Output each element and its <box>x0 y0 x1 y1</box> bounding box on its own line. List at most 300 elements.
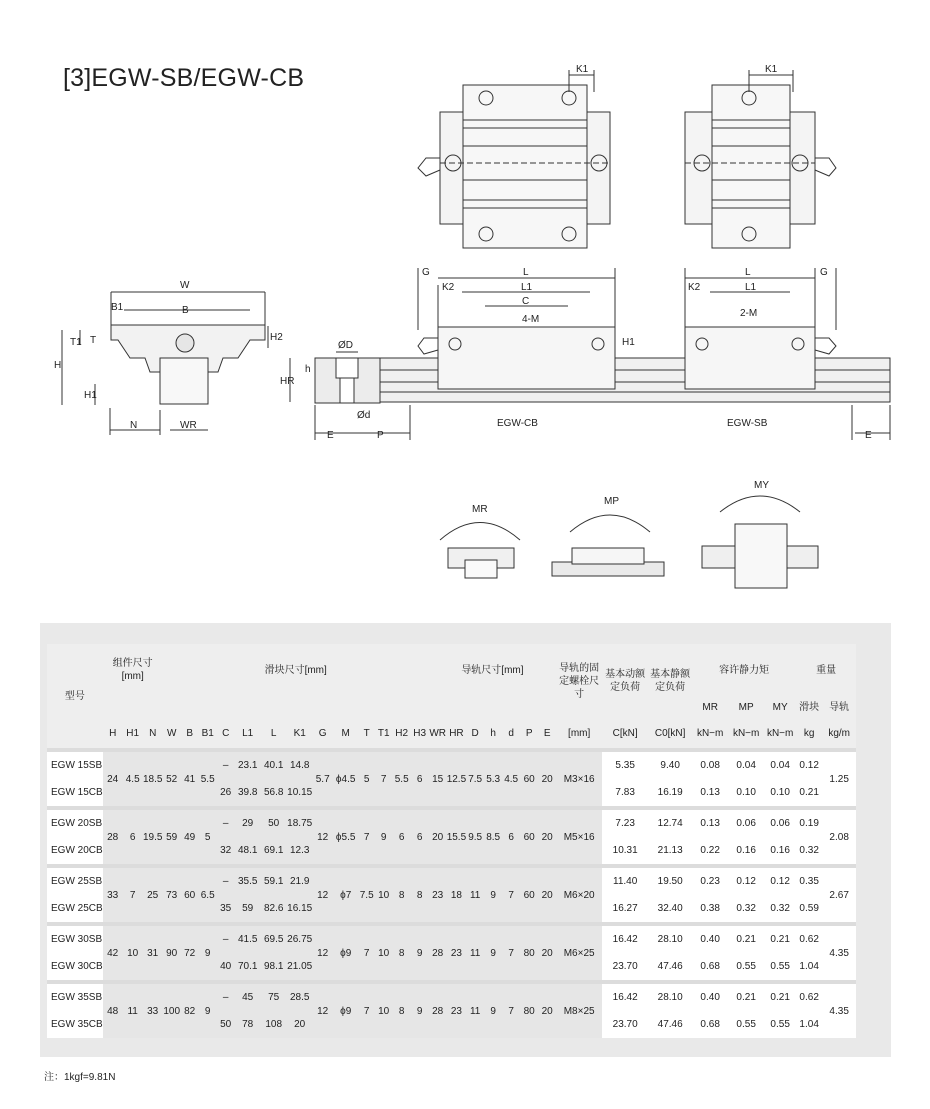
cell-my: 0.55 <box>764 953 796 980</box>
cell-block-weight: 0.62 <box>796 984 822 1011</box>
cell-static-load: 47.46 <box>648 953 692 980</box>
label-b1: B1 <box>111 302 124 313</box>
cell-w: 90 <box>163 926 181 980</box>
cell-my: 0.55 <box>764 1011 796 1038</box>
header-moment-mp: MP <box>728 696 764 718</box>
cell-my: 0.32 <box>764 895 796 922</box>
cell-wr: 20 <box>429 810 447 864</box>
cell-l: 56.8 <box>261 779 287 806</box>
table-row <box>47 868 856 895</box>
cell-my: 0.10 <box>764 779 796 806</box>
cell-l: 50 <box>261 810 287 837</box>
cell-bolt: M5×16 <box>556 810 602 864</box>
label-e-left: E <box>327 430 334 441</box>
page-title: [3]EGW-SB/EGW-CB <box>63 64 305 92</box>
cell-block-weight: 0.21 <box>796 779 822 806</box>
label-4m: 4-M <box>522 314 540 325</box>
cell-k1: 10.15 <box>287 779 313 806</box>
cell-h: 28 <box>103 810 123 864</box>
cell-wr: 28 <box>429 984 447 1038</box>
cell-mp: 0.21 <box>728 926 764 953</box>
cell-c: – <box>217 752 235 779</box>
cell-my: 0.16 <box>764 837 796 864</box>
cell-block-weight: 0.62 <box>796 926 822 953</box>
cell-e: 20 <box>538 984 556 1038</box>
cell-t: 7 <box>359 926 375 980</box>
cell-h: 9 <box>484 926 502 980</box>
cell-c: 35 <box>217 895 235 922</box>
cell-c: – <box>217 984 235 1011</box>
header-col-30: kg/m <box>822 718 856 748</box>
cell-b: 41 <box>181 752 199 806</box>
cell-dynamic-load: 7.83 <box>602 779 648 806</box>
cell-h: 33 <box>103 868 123 922</box>
cell-h2: 8 <box>393 926 411 980</box>
cell-g: 12 <box>313 926 333 980</box>
cell-dynamic-load: 11.40 <box>602 868 648 895</box>
header-col-16: WR <box>429 718 447 748</box>
cell-block-weight: 1.04 <box>796 1011 822 1038</box>
cell-b1: 5 <box>199 810 217 864</box>
table-row <box>47 752 856 779</box>
cell-d: 4.5 <box>502 752 520 806</box>
top-view-cb <box>418 70 610 248</box>
header-col-20: d <box>502 718 520 748</box>
header-moment-my: MY <box>764 696 796 718</box>
label-od: ØD <box>338 340 353 351</box>
cell-b1: 9 <box>199 984 217 1038</box>
cell-hr: 23 <box>447 984 466 1038</box>
cell-k1: 14.8 <box>287 752 313 779</box>
cell-b: 82 <box>181 984 199 1038</box>
cell-e: 20 <box>538 926 556 980</box>
header-weight: 重量 <box>796 644 856 696</box>
cell-m: ϕ7 <box>333 868 359 922</box>
cell-e: 20 <box>538 868 556 922</box>
label-k2-left: K2 <box>442 282 455 293</box>
cell-b: 72 <box>181 926 199 980</box>
label-wr: WR <box>180 420 197 431</box>
cell-l: 82.6 <box>261 895 287 922</box>
cell-static-load: 16.19 <box>648 779 692 806</box>
cell-h: 9 <box>484 868 502 922</box>
label-g-left: G <box>422 267 430 278</box>
cell-mp: 0.12 <box>728 868 764 895</box>
front-view <box>62 292 268 435</box>
header-col-23: [mm] <box>556 718 602 748</box>
cell-l: 40.1 <box>261 752 287 779</box>
model-cell: EGW 30SB <box>47 926 103 953</box>
cell-k1: 21.9 <box>287 868 313 895</box>
cell-mp: 0.10 <box>728 779 764 806</box>
cell-mr: 0.22 <box>692 837 728 864</box>
cell-wr: 15 <box>429 752 447 806</box>
cell-dynamic-load: 16.42 <box>602 984 648 1011</box>
cell-w: 52 <box>163 752 181 806</box>
cell-t1: 10 <box>375 868 393 922</box>
cell-t: 7 <box>359 984 375 1038</box>
label-h-small: h <box>305 364 311 375</box>
cell-block-weight: 1.04 <box>796 953 822 980</box>
cell-g: 5.7 <box>313 752 333 806</box>
label-d-small: Ød <box>357 410 371 421</box>
cell-d: 7.5 <box>466 752 484 806</box>
cell-mp: 0.21 <box>728 984 764 1011</box>
cell-h3: 9 <box>411 984 429 1038</box>
cell-mr: 0.13 <box>692 810 728 837</box>
cell-t1: 10 <box>375 984 393 1038</box>
cell-dynamic-load: 10.31 <box>602 837 648 864</box>
header-rail: 导轨尺寸[mm] <box>429 644 556 696</box>
cell-mp: 0.06 <box>728 810 764 837</box>
model-cell: EGW 30CB <box>47 953 103 980</box>
cell-l: 59.1 <box>261 868 287 895</box>
cell-mr: 0.68 <box>692 1011 728 1038</box>
cell-n: 31 <box>143 926 163 980</box>
label-w: W <box>180 280 190 291</box>
header-col-10: G <box>313 718 333 748</box>
label-b: B <box>182 305 189 316</box>
cell-g: 12 <box>313 984 333 1038</box>
label-t1: T1 <box>70 337 82 348</box>
header-col-9: K1 <box>287 718 313 748</box>
cell-n: 25 <box>143 868 163 922</box>
header-col-14: H2 <box>393 718 411 748</box>
cell-h: 9 <box>484 984 502 1038</box>
label-l1-left: L1 <box>521 282 533 293</box>
cell-b: 49 <box>181 810 199 864</box>
cell-t: 5 <box>359 752 375 806</box>
cell-b1: 9 <box>199 926 217 980</box>
cell-mr: 0.23 <box>692 868 728 895</box>
cell-l1: 78 <box>235 1011 261 1038</box>
cell-block-weight: 0.32 <box>796 837 822 864</box>
header-spacer <box>103 696 556 718</box>
spec-table <box>47 644 856 1038</box>
cell-d: 7 <box>502 984 520 1038</box>
label-l1-right: L1 <box>745 282 757 293</box>
cell-mr: 0.08 <box>692 752 728 779</box>
cell-block-weight: 0.59 <box>796 895 822 922</box>
cell-h: 5.3 <box>484 752 502 806</box>
cell-h1: 4.5 <box>123 752 143 806</box>
header-weight-rail: 导轨 <box>822 696 856 718</box>
cell-mp: 0.55 <box>728 1011 764 1038</box>
footnote: 注：1kgf=9.81N <box>44 1072 116 1083</box>
cell-b1: 6.5 <box>199 868 217 922</box>
cell-l: 69.5 <box>261 926 287 953</box>
cell-c: – <box>217 868 235 895</box>
model-cell: EGW 25SB <box>47 868 103 895</box>
cell-p: 60 <box>520 868 538 922</box>
cell-h3: 9 <box>411 926 429 980</box>
cell-static-load: 9.40 <box>648 752 692 779</box>
header-col-29: kg <box>796 718 822 748</box>
cell-d: 11 <box>466 926 484 980</box>
table-row <box>47 984 856 1011</box>
cell-bolt: M8×25 <box>556 984 602 1038</box>
cell-t1: 9 <box>375 810 393 864</box>
cell-static-load: 12.74 <box>648 810 692 837</box>
cell-hr: 18 <box>447 868 466 922</box>
cell-my: 0.06 <box>764 810 796 837</box>
cell-l: 108 <box>261 1011 287 1038</box>
label-h2: H2 <box>270 332 283 343</box>
cell-l1: 41.5 <box>235 926 261 953</box>
header-col-18: D <box>466 718 484 748</box>
cell-my: 0.21 <box>764 984 796 1011</box>
cell-h3: 6 <box>411 752 429 806</box>
cell-l1: 59 <box>235 895 261 922</box>
header-col-2: N <box>143 718 163 748</box>
cell-my: 0.12 <box>764 868 796 895</box>
label-t: T <box>90 335 97 346</box>
cell-wr: 28 <box>429 926 447 980</box>
cell-mr: 0.68 <box>692 953 728 980</box>
cell-static-load: 21.13 <box>648 837 692 864</box>
header-col-25: C0[kN] <box>648 718 692 748</box>
header-bolt: 导轨的固定螺栓尺寸 <box>556 644 602 718</box>
cell-p: 60 <box>520 752 538 806</box>
model-cell: EGW 35CB <box>47 1011 103 1038</box>
label-mr: MR <box>472 504 488 515</box>
cell-rail-weight: 1.25 <box>822 752 856 806</box>
cell-l1: 45 <box>235 984 261 1011</box>
cell-l1: 39.8 <box>235 779 261 806</box>
cell-h3: 6 <box>411 810 429 864</box>
cell-e: 20 <box>538 752 556 806</box>
cell-my: 0.21 <box>764 926 796 953</box>
cell-static-load: 28.10 <box>648 984 692 1011</box>
header-col-27: kN−m <box>728 718 764 748</box>
header-col-7: L1 <box>235 718 261 748</box>
cell-rail-weight: 2.08 <box>822 810 856 864</box>
cell-h1: 11 <box>123 984 143 1038</box>
cell-k1: 21.05 <box>287 953 313 980</box>
header-col-26: kN−m <box>692 718 728 748</box>
cell-n: 18.5 <box>143 752 163 806</box>
header-col-21: P <box>520 718 538 748</box>
cell-mp: 0.04 <box>728 752 764 779</box>
cell-hr: 15.5 <box>447 810 466 864</box>
cell-static-load: 19.50 <box>648 868 692 895</box>
cell-h2: 5.5 <box>393 752 411 806</box>
label-g-right: G <box>820 267 828 278</box>
cell-c: 50 <box>217 1011 235 1038</box>
cell-bolt: M3×16 <box>556 752 602 806</box>
cell-m: ϕ9 <box>333 984 359 1038</box>
label-mp: MP <box>604 496 619 507</box>
cell-l: 75 <box>261 984 287 1011</box>
cell-bolt: M6×25 <box>556 926 602 980</box>
cell-p: 80 <box>520 984 538 1038</box>
header-col-13: T1 <box>375 718 393 748</box>
cell-m: ϕ9 <box>333 926 359 980</box>
cell-bolt: M6×20 <box>556 868 602 922</box>
cell-c: – <box>217 926 235 953</box>
cell-l1: 29 <box>235 810 261 837</box>
side-rail <box>380 268 890 440</box>
header-moment: 容许静力矩 <box>692 644 796 696</box>
cell-m: ϕ5.5 <box>333 810 359 864</box>
header-col-17: HR <box>447 718 466 748</box>
label-hr: HR <box>280 376 295 387</box>
header-weight-block: 滑块 <box>796 696 822 718</box>
header-col-19: h <box>484 718 502 748</box>
label-2m: 2-M <box>740 308 758 319</box>
cell-h2: 8 <box>393 984 411 1038</box>
moment-icons <box>440 496 818 588</box>
label-h1-side: H1 <box>622 337 635 348</box>
header-col-11: M <box>333 718 359 748</box>
header-moment-mr: MR <box>692 696 728 718</box>
cell-h2: 6 <box>393 810 411 864</box>
label-l-right: L <box>745 267 751 278</box>
label-l-left: L <box>523 267 529 278</box>
cell-mp: 0.55 <box>728 953 764 980</box>
cell-d: 9.5 <box>466 810 484 864</box>
header-col-15: H3 <box>411 718 429 748</box>
cell-wr: 23 <box>429 868 447 922</box>
cell-dynamic-load: 7.23 <box>602 810 648 837</box>
cell-k1: 16.15 <box>287 895 313 922</box>
cell-rail-weight: 4.35 <box>822 926 856 980</box>
model-cell: EGW 20SB <box>47 810 103 837</box>
cell-d: 11 <box>466 984 484 1038</box>
cell-h: 24 <box>103 752 123 806</box>
cell-d: 7 <box>502 868 520 922</box>
header-col-4: B <box>181 718 199 748</box>
cell-g: 12 <box>313 868 333 922</box>
cell-t1: 10 <box>375 926 393 980</box>
cell-c: – <box>217 810 235 837</box>
header-static-load: 基本静额定负荷 <box>648 644 692 718</box>
label-my: MY <box>754 480 769 491</box>
cell-h: 42 <box>103 926 123 980</box>
model-cell: EGW 15SB <box>47 752 103 779</box>
cell-static-load: 28.10 <box>648 926 692 953</box>
header-col-28: kN−m <box>764 718 796 748</box>
cell-d: 11 <box>466 868 484 922</box>
cell-mp: 0.32 <box>728 895 764 922</box>
header-dynamic-load: 基本动额定负荷 <box>602 644 648 718</box>
label-n: N <box>130 420 138 431</box>
cell-hr: 12.5 <box>447 752 466 806</box>
cell-k1: 26.75 <box>287 926 313 953</box>
cell-b: 60 <box>181 868 199 922</box>
cell-k1: 18.75 <box>287 810 313 837</box>
cell-l: 69.1 <box>261 837 287 864</box>
cell-block-weight: 0.19 <box>796 810 822 837</box>
cell-g: 12 <box>313 810 333 864</box>
cell-n: 33 <box>143 984 163 1038</box>
cell-h: 8.5 <box>484 810 502 864</box>
label-k2-right: K2 <box>688 282 701 293</box>
label-h1: H1 <box>84 390 97 401</box>
cell-hr: 23 <box>447 926 466 980</box>
cell-k1: 28.5 <box>287 984 313 1011</box>
cell-c: 32 <box>217 837 235 864</box>
model-cell: EGW 25CB <box>47 895 103 922</box>
cell-h3: 8 <box>411 868 429 922</box>
cell-dynamic-load: 16.27 <box>602 895 648 922</box>
cell-h1: 10 <box>123 926 143 980</box>
header-col-22: E <box>538 718 556 748</box>
cell-w: 59 <box>163 810 181 864</box>
cell-w: 73 <box>163 868 181 922</box>
cell-static-load: 47.46 <box>648 1011 692 1038</box>
header-assembly: 组件尺寸[mm] <box>103 644 163 696</box>
cell-t1: 7 <box>375 752 393 806</box>
cell-h: 48 <box>103 984 123 1038</box>
cell-l1: 70.1 <box>235 953 261 980</box>
header-block: 滑块尺寸[mm] <box>163 644 429 696</box>
header-col-3: W <box>163 718 181 748</box>
header-col-8: L <box>261 718 287 748</box>
cell-p: 60 <box>520 810 538 864</box>
header-col-6: C <box>217 718 235 748</box>
cell-my: 0.04 <box>764 752 796 779</box>
cell-w: 100 <box>163 984 181 1038</box>
model-cell: EGW 15CB <box>47 779 103 806</box>
label-k1-sb: K1 <box>765 64 778 75</box>
label-e-right: E <box>865 430 872 441</box>
cell-c: 26 <box>217 779 235 806</box>
cell-k1: 20 <box>287 1011 313 1038</box>
cell-h1: 6 <box>123 810 143 864</box>
cell-l: 98.1 <box>261 953 287 980</box>
cell-d: 7 <box>502 926 520 980</box>
cell-n: 19.5 <box>143 810 163 864</box>
cell-mr: 0.38 <box>692 895 728 922</box>
cell-rail-weight: 4.35 <box>822 984 856 1038</box>
table-row <box>47 926 856 953</box>
model-cell: EGW 35SB <box>47 984 103 1011</box>
label-k1-cb: K1 <box>576 64 589 75</box>
model-cell: EGW 20CB <box>47 837 103 864</box>
cell-block-weight: 0.12 <box>796 752 822 779</box>
header-col-12: T <box>359 718 375 748</box>
cell-dynamic-load: 16.42 <box>602 926 648 953</box>
header-col-1: H1 <box>123 718 143 748</box>
cell-k1: 12.3 <box>287 837 313 864</box>
cell-l1: 48.1 <box>235 837 261 864</box>
cell-h2: 8 <box>393 868 411 922</box>
cell-t: 7 <box>359 810 375 864</box>
cell-p: 80 <box>520 926 538 980</box>
cell-dynamic-load: 5.35 <box>602 752 648 779</box>
cell-static-load: 32.40 <box>648 895 692 922</box>
cell-e: 20 <box>538 810 556 864</box>
cell-mr: 0.40 <box>692 926 728 953</box>
cell-dynamic-load: 23.70 <box>602 1011 648 1038</box>
header-col-5: B1 <box>199 718 217 748</box>
cell-d: 6 <box>502 810 520 864</box>
header-model: 型号 <box>47 644 103 748</box>
cell-rail-weight: 2.67 <box>822 868 856 922</box>
top-view-sb <box>685 70 836 248</box>
label-c: C <box>522 296 530 307</box>
cell-l1: 35.5 <box>235 868 261 895</box>
cell-block-weight: 0.35 <box>796 868 822 895</box>
label-h: H <box>54 360 62 371</box>
header-col-24: C[kN] <box>602 718 648 748</box>
caption-cb: EGW-CB <box>497 418 538 429</box>
cell-m: ϕ4.5 <box>333 752 359 806</box>
table-row <box>47 810 856 837</box>
cell-h1: 7 <box>123 868 143 922</box>
cell-dynamic-load: 23.70 <box>602 953 648 980</box>
